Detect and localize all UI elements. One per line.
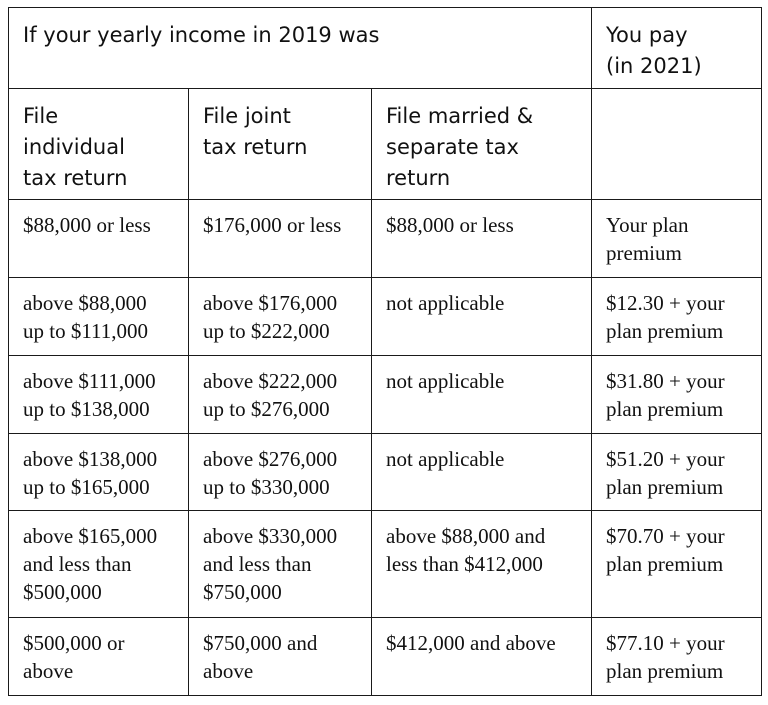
joint-cell-text: above $222,000 up to $276,000 — [203, 369, 338, 421]
individual-cell-text: above $165,000 and less than $500,000 — [23, 524, 158, 604]
table-row — [9, 618, 762, 696]
you-pay-cell-text: Your plan premium — [606, 213, 689, 265]
individual-cell-text: above $138,000 up to $165,000 — [23, 447, 158, 499]
individual-header-text: File individual tax return — [23, 104, 128, 190]
individual-header-cell — [9, 89, 189, 200]
joint-cell-text: above $276,000 up to $330,000 — [203, 447, 338, 499]
individual-cell — [9, 434, 189, 511]
joint-cell — [189, 278, 372, 356]
married-separate-cell-text: $412,000 and above — [386, 631, 556, 655]
subheader-row — [9, 89, 762, 200]
married-separate-cell-text: not applicable — [386, 369, 505, 393]
joint-cell-text: $176,000 or less — [203, 213, 342, 237]
income-header-text: If your yearly income in 2019 was — [23, 23, 380, 47]
married-separate-cell-text: not applicable — [386, 291, 505, 315]
joint-cell — [189, 200, 372, 278]
married-separate-cell-text: $88,000 or less — [386, 213, 514, 237]
joint-cell-text: $750,000 and above — [203, 631, 318, 683]
you-pay-cell — [592, 618, 762, 696]
you-pay-cell — [592, 356, 762, 434]
married-separate-cell-text: above $88,000 and less than $412,000 — [386, 524, 546, 576]
married-separate-header-cell — [372, 89, 592, 200]
married-separate-cell — [372, 618, 592, 696]
you-pay-cell-text: $70.70 + your plan premium — [606, 524, 725, 576]
table-row — [9, 434, 762, 511]
married-separate-cell — [372, 278, 592, 356]
joint-header-cell — [189, 89, 372, 200]
individual-cell-text: $500,000 or above — [23, 631, 125, 683]
married-separate-cell — [372, 511, 592, 618]
joint-cell — [189, 434, 372, 511]
individual-cell — [9, 356, 189, 434]
joint-cell-text: above $176,000 up to $222,000 — [203, 291, 338, 343]
you-pay-cell-text: $12.30 + your plan premium — [606, 291, 725, 343]
joint-cell — [189, 356, 372, 434]
joint-cell — [189, 511, 372, 618]
you-pay-cell — [592, 511, 762, 618]
married-separate-cell-text: not applicable — [386, 447, 505, 471]
table-row — [9, 356, 762, 434]
you-pay-cell-text: $77.10 + your plan premium — [606, 631, 725, 683]
premium-table — [8, 7, 762, 696]
you-pay-cell — [592, 278, 762, 356]
table-row — [9, 511, 762, 618]
you-pay-cell — [592, 200, 762, 278]
you-pay-cell-text: $51.20 + your plan premium — [606, 447, 725, 499]
table-row — [9, 200, 762, 278]
married-separate-cell — [372, 200, 592, 278]
joint-cell-text: above $330,000 and less than $750,000 — [203, 524, 338, 604]
table-row — [9, 278, 762, 356]
income-header-cell — [9, 8, 592, 89]
joint-cell — [189, 618, 372, 696]
individual-cell-text: $88,000 or less — [23, 213, 151, 237]
individual-cell — [9, 511, 189, 618]
individual-cell — [9, 618, 189, 696]
married-separate-header-text: File married & separate tax return — [386, 104, 534, 190]
individual-cell — [9, 200, 189, 278]
pay-header-text: You pay (in 2021) — [606, 23, 702, 78]
married-separate-cell — [372, 356, 592, 434]
header-row — [9, 8, 762, 89]
you-pay-cell — [592, 434, 762, 511]
you-pay-cell-text: $31.80 + your plan premium — [606, 369, 725, 421]
joint-header-text: File joint tax return — [203, 104, 308, 159]
empty-header-cell — [592, 89, 762, 200]
individual-cell-text: above $111,000 up to $138,000 — [23, 369, 156, 421]
individual-cell — [9, 278, 189, 356]
pay-header-cell — [592, 8, 762, 89]
individual-cell-text: above $88,000 up to $111,000 — [23, 291, 149, 343]
married-separate-cell — [372, 434, 592, 511]
